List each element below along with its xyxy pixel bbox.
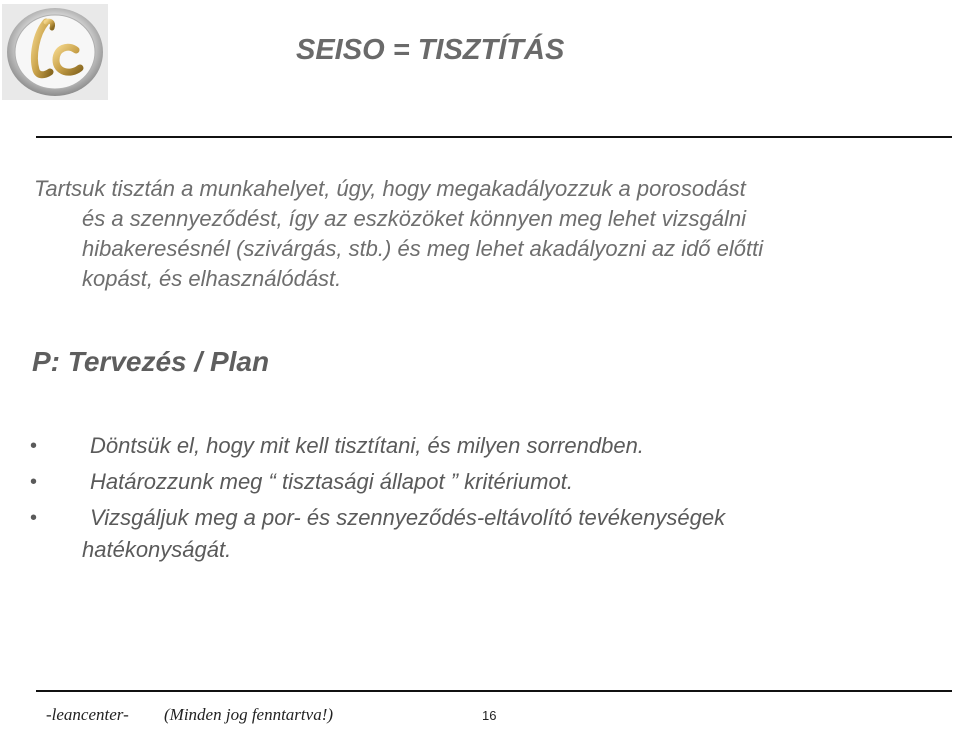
top-divider [36, 136, 952, 138]
section-heading: P: Tervezés / Plan [32, 346, 270, 377]
bullet-list [30, 428, 940, 568]
bullet-icon: • [30, 507, 38, 529]
intro-paragraph [34, 174, 944, 294]
bullet-text: Döntsük el, hogy mit kell tisztítani, és milyen sorrendben. [90, 433, 644, 458]
page-number: 16 [482, 708, 497, 723]
list-item [30, 464, 940, 500]
bullet-text: Vizsgáljuk meg a por- és szennyeződés-eltávolító tevékenységek [90, 505, 726, 530]
intro-line: Tartsuk tisztán a munkahelyet, úgy, hogy megakadályozzuk a porosodást [34, 176, 746, 201]
bullet-text-continuation: hatékonyságát. [82, 537, 232, 562]
footer [46, 705, 334, 725]
footer-company: -leancenter- [46, 705, 129, 724]
intro-line: és a szennyeződést, így az eszközöket könnyen meg lehet vizsgálni [82, 206, 747, 231]
list-item [30, 428, 940, 464]
list-item [30, 500, 940, 568]
bullet-icon: • [30, 471, 38, 493]
lc-logo-icon [2, 4, 108, 100]
bottom-divider [36, 690, 952, 692]
bullet-text: Határozzunk meg “ tisztasági állapot ” kritériumot. [90, 469, 573, 494]
bullet-icon: • [30, 435, 38, 457]
intro-line: hibakeresésnél (szivárgás, stb.) és meg lehet akadályozni az idő előtti [82, 236, 764, 261]
page-title: SEISO = TISZTÍTÁS [296, 34, 565, 66]
intro-line: kopást, és elhasználódást. [82, 266, 342, 291]
footer-rights: (Minden jog fenntartva!) [164, 705, 334, 724]
